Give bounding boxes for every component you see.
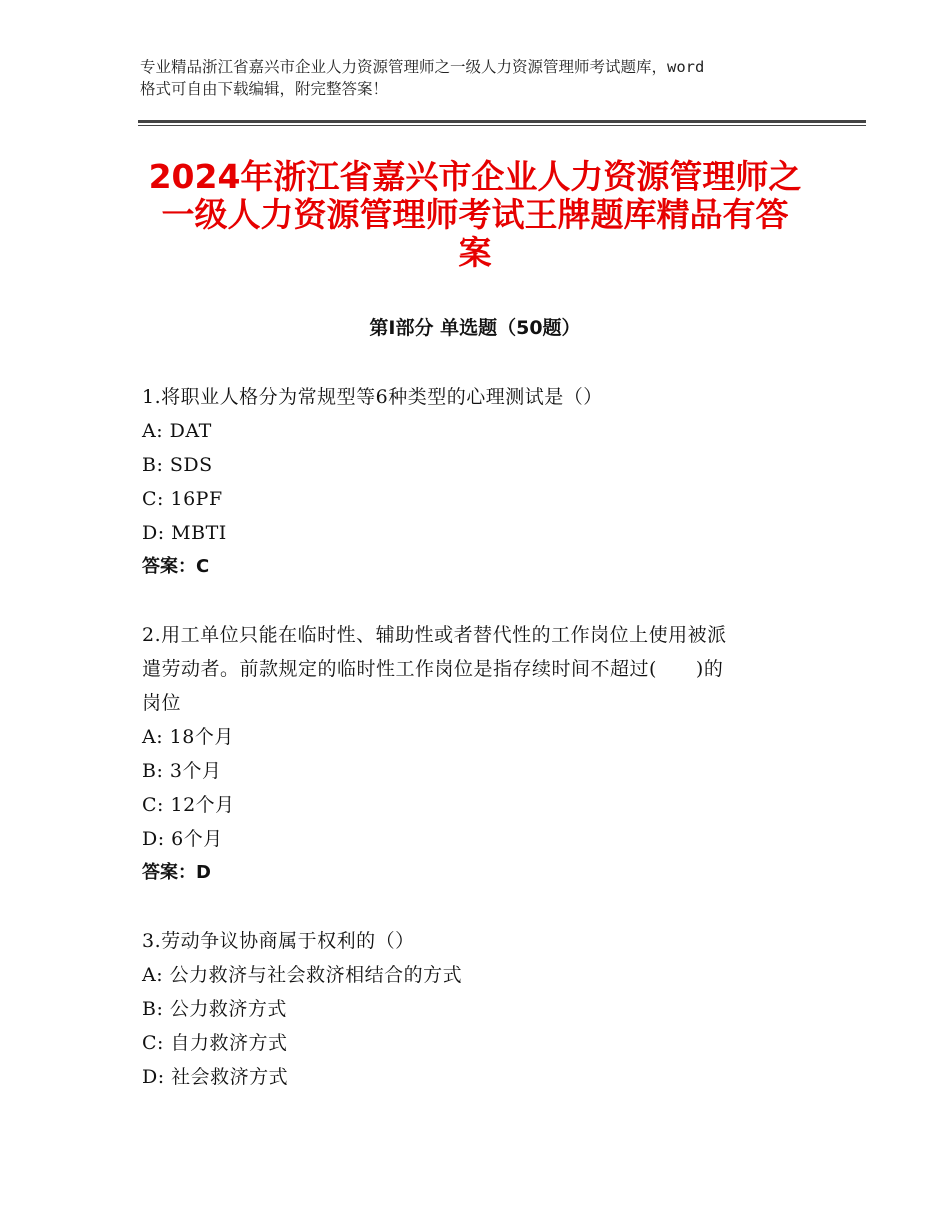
header-note-line-1: 专业精品浙江省嘉兴市企业人力资源管理师之一级人力资源管理师考试题库，word bbox=[140, 58, 705, 76]
document-title bbox=[120, 158, 830, 272]
question-stem: 3.劳动争议协商属于权利的（） bbox=[142, 930, 415, 952]
header-note bbox=[140, 56, 830, 100]
option-c: C: 12个月 bbox=[142, 794, 235, 816]
section-title: 第Ⅰ部分 单选题（50题） bbox=[369, 317, 581, 339]
document-title-line-1: 2024年浙江省嘉兴市企业人力资源管理师之 bbox=[148, 157, 802, 196]
option-a: A: 公力救济与社会救济相结合的方式 bbox=[142, 964, 463, 986]
option-a: A: 18个月 bbox=[142, 726, 234, 748]
header-divider-thin bbox=[138, 125, 866, 126]
question-stem-line-3: 岗位 bbox=[142, 692, 182, 714]
option-c: C: 自力救济方式 bbox=[142, 1032, 288, 1054]
option-b: B: SDS bbox=[142, 454, 213, 476]
option-d: D: 社会救济方式 bbox=[142, 1066, 289, 1088]
question-stem-line-2: 遣劳动者。前款规定的临时性工作岗位是指存续时间不超过( )的 bbox=[142, 658, 724, 680]
option-b: B: 3个月 bbox=[142, 760, 222, 782]
question-stem: 1.将职业人格分为常规型等6种类型的心理测试是（） bbox=[142, 386, 603, 408]
question-list bbox=[142, 380, 812, 1128]
answer-label: 答案：C bbox=[142, 556, 210, 577]
document-title-line-2: 一级人力资源管理师考试王牌题库精品有答 bbox=[161, 195, 789, 234]
question-3 bbox=[142, 924, 812, 1094]
option-d: D: 6个月 bbox=[142, 828, 223, 850]
document-title-line-3: 案 bbox=[458, 233, 492, 272]
question-2 bbox=[142, 618, 812, 890]
header-divider-thick bbox=[138, 120, 866, 123]
header-note-line-2: 格式可自由下载编辑，附完整答案！ bbox=[140, 80, 389, 98]
question-1 bbox=[142, 380, 812, 584]
question-stem-line-1: 2.用工单位只能在临时性、辅助性或者替代性的工作岗位上使用被派 bbox=[142, 624, 727, 646]
option-c: C: 16PF bbox=[142, 488, 223, 510]
answer-label: 答案：D bbox=[142, 862, 211, 883]
option-a: A: DAT bbox=[142, 420, 212, 442]
option-d: D: MBTI bbox=[142, 522, 227, 544]
option-b: B: 公力救济方式 bbox=[142, 998, 287, 1020]
